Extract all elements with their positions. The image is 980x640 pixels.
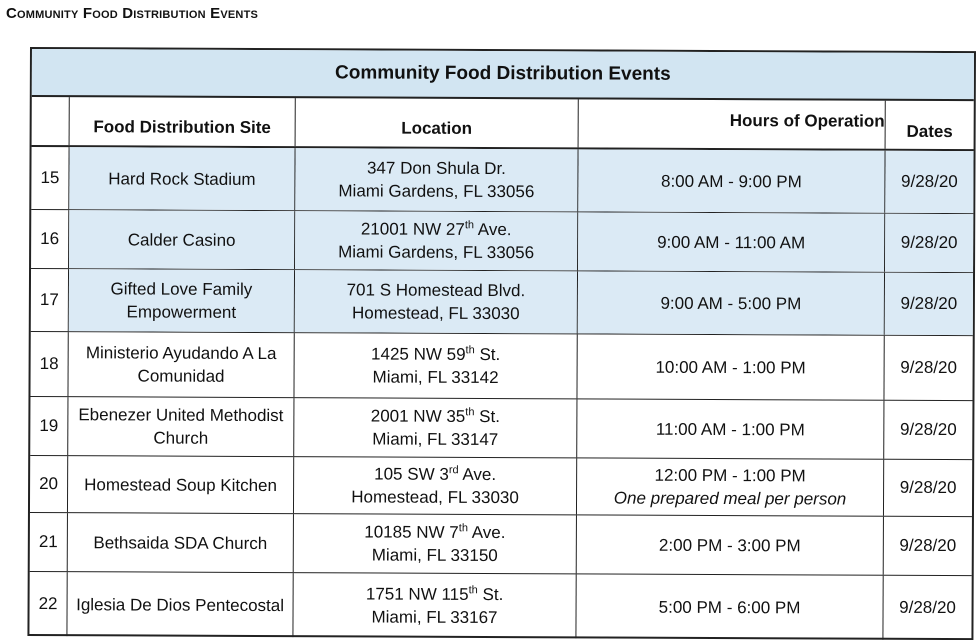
ordinal-suffix: rd xyxy=(448,464,459,477)
hours-text: 11:00 AM - 1:00 PM xyxy=(655,419,805,439)
row-number: 19 xyxy=(30,397,68,455)
header-site: Food Distribution Site xyxy=(70,97,296,146)
site-name: Gifted Love Family Empowerment xyxy=(69,269,295,332)
table-body xyxy=(29,147,973,640)
ordinal-suffix: th xyxy=(468,584,478,597)
row-number: 21 xyxy=(30,513,68,571)
row-number: 20 xyxy=(30,456,68,512)
hours-text: 9:00 AM - 11:00 AM xyxy=(657,232,806,252)
location-address xyxy=(294,398,577,457)
ordinal-suffix: th xyxy=(465,406,475,419)
site-name: Homestead Soup Kitchen xyxy=(68,456,294,513)
address-city: Miami, FL 33142 xyxy=(372,367,499,388)
hours-of-operation xyxy=(577,458,884,515)
address-street: 21001 NW 27th Ave. xyxy=(360,219,512,240)
hours-of-operation xyxy=(577,334,884,399)
site-name: Hard Rock Stadium xyxy=(69,147,295,210)
table-row xyxy=(30,397,972,460)
event-date: 9/28/20 xyxy=(885,273,973,335)
hours-of-operation xyxy=(577,515,884,574)
row-number: 16 xyxy=(31,210,69,268)
address-city: Miami, FL 33167 xyxy=(371,607,498,628)
event-date: 9/28/20 xyxy=(899,597,956,618)
header-location: Location xyxy=(296,98,579,147)
location-address xyxy=(294,514,577,573)
address-city: Miami Gardens, FL 33056 xyxy=(338,181,535,202)
hours-text: 9:00 AM - 5:00 PM xyxy=(660,293,802,313)
hours-text: 2:00 PM - 3:00 PM xyxy=(658,535,801,555)
ordinal-suffix: th xyxy=(458,522,469,535)
table-row xyxy=(30,332,972,401)
location-address xyxy=(294,457,577,514)
address-lines xyxy=(364,520,505,567)
address-street: 2001 NW 35th St. xyxy=(370,406,501,427)
address-street: 105 SW 3rd Ave. xyxy=(374,464,497,485)
events-table xyxy=(27,47,976,640)
table-row xyxy=(31,147,973,214)
address-lines xyxy=(338,217,534,264)
hours-of-operation xyxy=(578,271,885,334)
hours-text: 8:00 AM - 9:00 PM xyxy=(660,171,802,191)
site-name: Bethsaida SDA Church xyxy=(68,513,294,572)
hours-text: 5:00 PM - 6:00 PM xyxy=(658,597,801,617)
ordinal-suffix: th xyxy=(465,344,475,357)
row-number: 15 xyxy=(31,147,69,209)
event-date: 9/28/20 xyxy=(899,419,957,440)
address-lines xyxy=(351,462,519,509)
site-name: Ebenezer United Methodist Church xyxy=(68,397,294,456)
ordinal-suffix: th xyxy=(464,219,475,232)
hours-of-operation xyxy=(578,149,885,212)
table-row xyxy=(31,210,973,273)
address-street: 10185 NW 7th Ave. xyxy=(364,522,506,543)
location-address xyxy=(294,333,577,398)
address-lines xyxy=(338,156,534,203)
event-date: 9/28/20 xyxy=(885,214,973,272)
event-date: 9/28/20 xyxy=(885,151,973,213)
event-date: 9/28/20 xyxy=(899,477,957,498)
hours-of-operation xyxy=(577,399,884,458)
address-lines xyxy=(371,342,500,389)
location-address xyxy=(295,148,578,211)
address-street: 701 S Homestead Blvd. xyxy=(346,280,526,301)
table-row xyxy=(30,513,972,576)
header-number xyxy=(32,97,70,145)
address-city: Homestead, FL 33030 xyxy=(351,303,520,324)
table-row xyxy=(29,572,971,640)
address-city: Miami, FL 33147 xyxy=(372,429,499,450)
hours-of-operation xyxy=(578,212,885,271)
location-address xyxy=(293,573,576,638)
header-dates: Dates xyxy=(906,121,953,142)
table-row xyxy=(30,456,972,517)
address-city: Homestead, FL 33030 xyxy=(351,487,519,508)
location-address xyxy=(295,270,578,333)
event-date: 9/28/20 xyxy=(899,535,957,556)
site-name: Calder Casino xyxy=(69,210,295,269)
hours-text: 12:00 PM - 1:00 PM xyxy=(654,465,806,486)
address-city: Miami, FL 33150 xyxy=(371,545,498,566)
row-number: 22 xyxy=(29,572,67,636)
site-name: Iglesia De Dios Pentecostal xyxy=(67,572,293,637)
address-city: Miami Gardens, FL 33056 xyxy=(338,242,535,263)
address-street: 1425 NW 59th St. xyxy=(371,344,501,365)
site-name: Ministerio Ayudando A La Comunidad xyxy=(68,332,294,397)
table-row xyxy=(31,269,973,336)
address-street: 1751 NW 115th St. xyxy=(365,584,504,605)
address-lines xyxy=(346,278,525,325)
hours-of-operation xyxy=(576,574,883,639)
event-date: 9/28/20 xyxy=(900,357,958,378)
row-number: 18 xyxy=(30,332,68,396)
header-hours: Hours of Operation xyxy=(579,99,886,148)
table-title: Community Food Distribution Events xyxy=(32,49,974,101)
location-address xyxy=(295,211,578,270)
address-street: 347 Don Shula Dr. xyxy=(366,158,506,179)
table-header-row xyxy=(32,97,974,151)
hours-note: One prepared meal per person xyxy=(613,488,847,509)
document-header: Community Food Distribution Events xyxy=(6,5,259,22)
address-lines xyxy=(371,404,500,451)
row-number: 17 xyxy=(31,269,69,331)
hours-text: 10:00 AM - 1:00 PM xyxy=(655,357,806,377)
address-lines xyxy=(366,582,504,629)
